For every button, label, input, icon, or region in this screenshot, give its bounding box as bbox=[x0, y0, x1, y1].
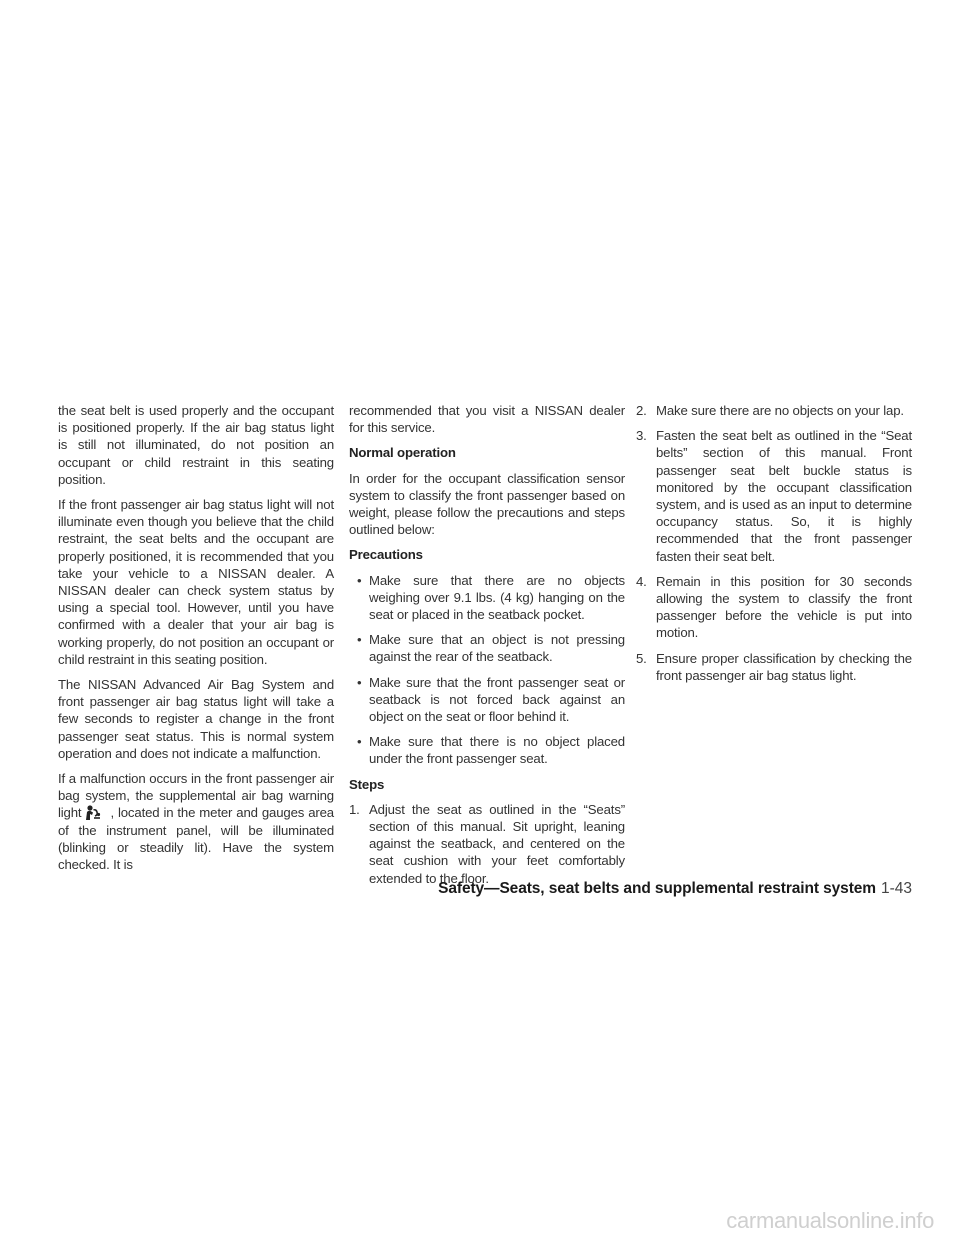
step-number: 2. bbox=[636, 403, 647, 418]
section-title: Safety—Seats, seat belts and supplemental restraint system bbox=[438, 880, 876, 897]
step-text: Ensure proper classification by checking the front passenger air bag status light. bbox=[656, 650, 912, 683]
step-number: 3. bbox=[636, 428, 647, 444]
step-text: Fasten the seat belt as outlined in the “Seat belts” section of this manual. Front passenger seat belt buckle status is monitored by the occupant classification system, and is used as an input to determine occupancy status. So, it is highly recommended that the front passenger fasten their seat belt. bbox=[656, 428, 912, 564]
heading-steps: Steps bbox=[349, 776, 385, 792]
list-item bbox=[349, 631, 625, 665]
column-1 bbox=[58, 402, 334, 881]
list-item-text: Make sure that an object is not pressing against the rear of the seatback. bbox=[369, 632, 625, 665]
airbag-warning-icon bbox=[84, 805, 102, 821]
step-item bbox=[636, 402, 912, 419]
page-number: 1-43 bbox=[880, 880, 912, 897]
list-item bbox=[349, 733, 625, 767]
paragraph: the seat belt is used properly and the occupant is positioned properly. If the air bag status light is still not illuminated, do not position an occupant or child restraint in this seating position. bbox=[58, 403, 334, 487]
heading-precautions: Precautions bbox=[349, 547, 423, 563]
step-number: 4. bbox=[636, 573, 647, 589]
list-item bbox=[349, 572, 625, 624]
paragraph: In order for the occupant classification sensor system to classify the front passenger based on weight, please follow the precautions and steps outlined below: bbox=[349, 470, 625, 538]
bullet-dot: • bbox=[357, 674, 362, 690]
step-item bbox=[636, 427, 912, 565]
list-item-text: Make sure that the front passenger seat or seatback is not forced back against an object on the seat or floor behind it. bbox=[369, 674, 625, 725]
column-2 bbox=[349, 402, 625, 895]
step-text: Remain in this position for 30 seconds allowing the system to classify the front passenger before the vehicle is put into motion. bbox=[656, 573, 912, 641]
step-number: 5. bbox=[636, 650, 647, 666]
step-number: 1. bbox=[349, 801, 360, 817]
step-item bbox=[636, 573, 912, 642]
step-text: Adjust the seat as outlined in the “Seats” section of this manual. Sit upright, leaning against the seatback, and centered on the seat cushion with your feet comfortably extended to the floor. bbox=[369, 801, 625, 886]
list-item bbox=[349, 674, 625, 726]
watermark: carmanualsonline.info bbox=[726, 1208, 934, 1233]
paragraph-text: If a malfunction occurs in the front passenger air bag system, the supplemental air bag warning light bbox=[58, 771, 334, 821]
step-item bbox=[349, 801, 625, 887]
paragraph: recommended that you visit a NISSAN dealer for this service. bbox=[349, 403, 625, 436]
list-item-text: Make sure that there are no objects weighing over 9.1 lbs. (4 kg) hanging on the seat or placed in the seatback pocket. bbox=[369, 572, 625, 623]
paragraph-malfunction bbox=[58, 770, 334, 873]
column-3 bbox=[636, 402, 912, 692]
paragraph: If the front passenger air bag status light will not illuminate even though you believe that the child restraint, the seat belts and the occupant are properly positioned, it is recommended that you take your vehicle to a NISSAN dealer. A NISSAN dealer can check system status by using a special tool. However, until you have confirmed with a dealer that your air bag is working properly, do not position an occupant or child restraint in this seating position. bbox=[58, 497, 334, 667]
bullet-dot: • bbox=[357, 734, 362, 750]
list-item-text: Make sure that there is no object placed under the front passenger seat. bbox=[369, 734, 625, 767]
step-text: Make sure there are no objects on your lap. bbox=[656, 403, 904, 418]
paragraph: The NISSAN Advanced Air Bag System and front passenger air bag status light will take a few seconds to register a change in the front passenger seat status. This is normal system operation and does not indicate a malfunction. bbox=[58, 677, 334, 761]
bullet-dot: • bbox=[357, 572, 362, 588]
heading-normal-operation: Normal operation bbox=[349, 445, 456, 461]
step-item bbox=[636, 650, 912, 684]
bullet-dot: • bbox=[357, 632, 362, 648]
paragraph-text: , located in the meter and gauges area of the instrument panel, will be illuminated (blinking or steadily lit). Have the system checked. It is bbox=[58, 805, 334, 873]
page-footer bbox=[0, 880, 912, 898]
